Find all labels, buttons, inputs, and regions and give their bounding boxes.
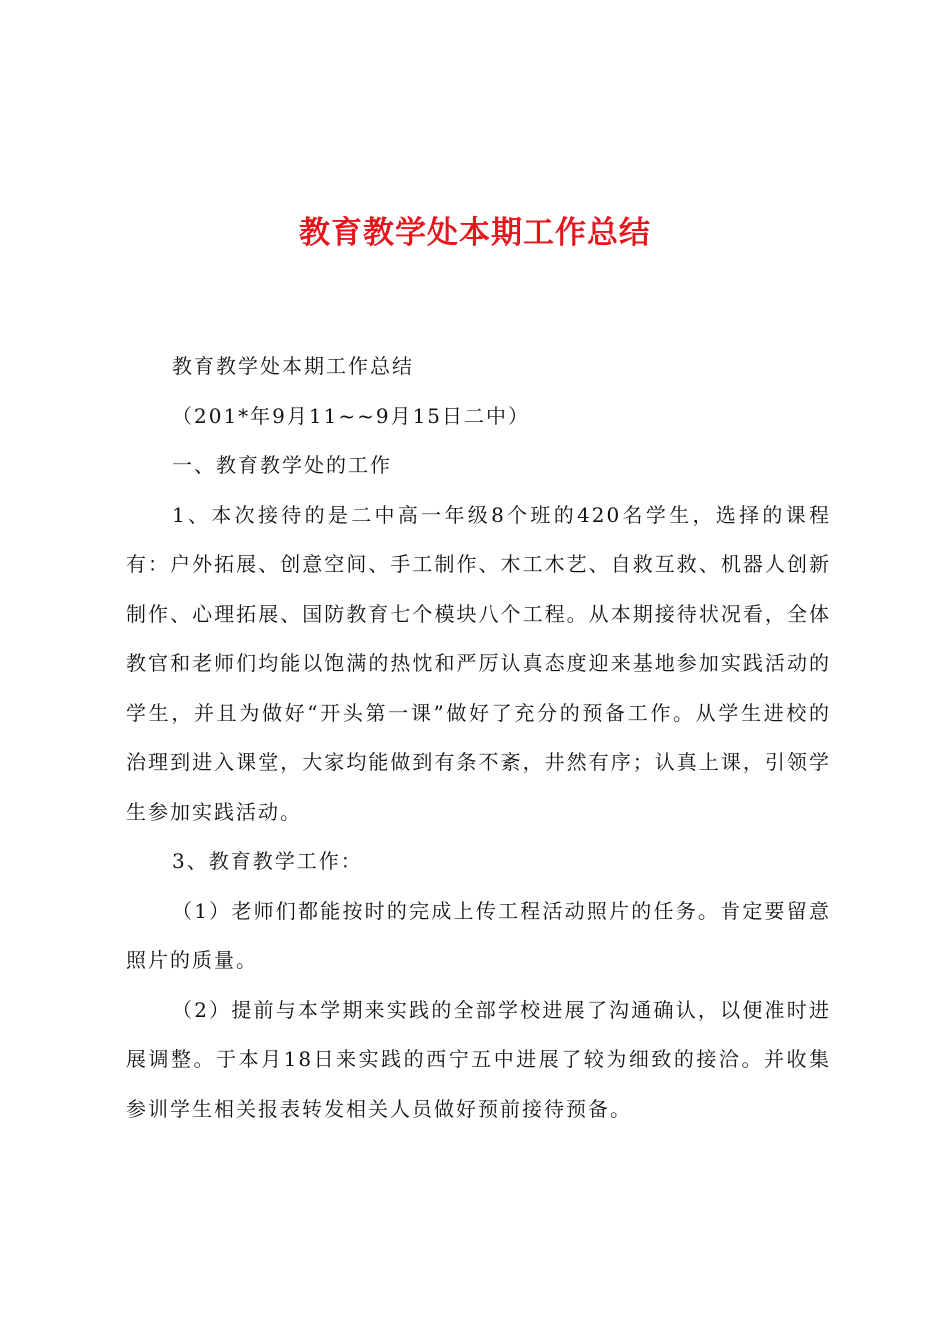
body-heading: 教育教学处本期工作总结 xyxy=(172,354,414,378)
subsection-heading: 3、教育教学工作： xyxy=(172,849,363,873)
document-title: 教育教学处本期工作总结 xyxy=(299,215,651,251)
paragraph-reception: 1、本次接待的是二中高一年级8个班的420名学生，选择的课程有：户外拓展、创意空间、手工制作、木工木艺、自救互救、机器人创新制作、心理拓展、国防教育七个模块八个工程。从本期接待状况看，全体教官和老师们均能以饱满的热忱和严厉认真态度迎来基地参加实践活动的学生，并且为做好“开头第一课”做好了充分的预备工作。从学生进校的治理到进入课堂，大家均能做到有条不紊，井然有序；认真上课，引领学生参加实践活动。 xyxy=(126,502,831,824)
date-range: （201*年9月11~~9月15日二中） xyxy=(172,403,531,428)
document-body xyxy=(126,342,831,1134)
paragraph-item-1: （1）老师们都能按时的完成上传工程活动照片的任务。肯定要留意照片的质量。 xyxy=(126,898,831,972)
section-heading: 一、教育教学处的工作 xyxy=(172,453,392,477)
paragraph-item-2: （2）提前与本学期来实践的全部学校进展了沟通确认，以便准时进展调整。于本月18日来实践的西宁五中进展了较为细致的接洽。并收集参训学生相关报表转发相关人员做好预前接待预备。 xyxy=(126,997,831,1121)
